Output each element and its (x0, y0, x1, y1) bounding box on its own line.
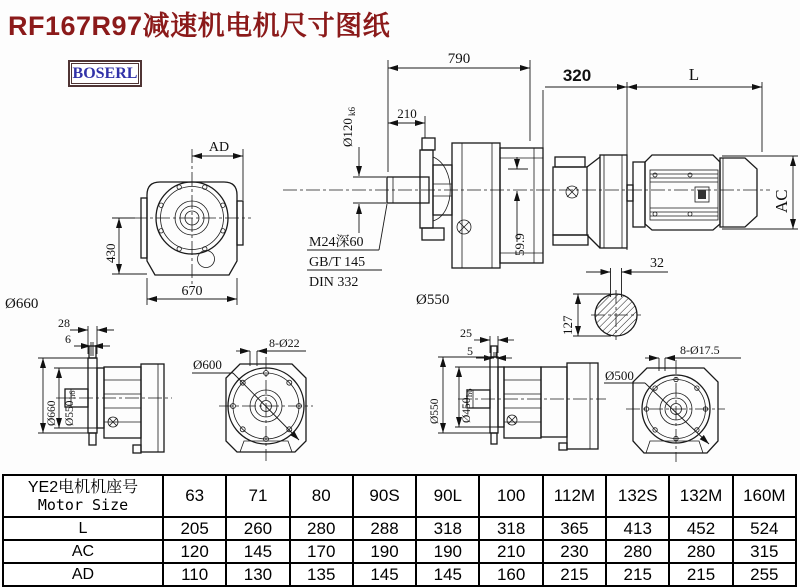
dim-430: 430 (103, 243, 118, 263)
table-cell: 230 (543, 540, 606, 563)
table-cell: 215 (669, 563, 732, 586)
col-header: 90L (416, 475, 479, 517)
brand-logo-text: BOSERL (72, 64, 138, 82)
table-row (3, 540, 796, 563)
table-cell: 452 (669, 517, 732, 540)
table-row (3, 517, 796, 540)
page-title: RF167R97减速机电机尺寸图纸 (8, 11, 391, 41)
table-cell: 190 (416, 540, 479, 563)
col-header: 63 (163, 475, 226, 517)
table-cell: 160 (479, 563, 542, 586)
motor-size-table (2, 474, 797, 584)
table-cell: 210 (479, 540, 542, 563)
note-tap: M24深60 (309, 235, 364, 250)
label-550: Ø550 (416, 292, 450, 308)
dim-210: 210 (397, 106, 417, 121)
holes-8-22: 8-Ø22 (269, 336, 300, 350)
col-header: 100 (479, 475, 542, 517)
col-header: 160M (733, 475, 796, 517)
table-cell: 120 (163, 540, 226, 563)
table-cell: 318 (416, 517, 479, 540)
table-cell: 130 (226, 563, 289, 586)
dim-L: L (688, 65, 700, 84)
dim-320: 320 (562, 66, 592, 85)
row-label: AD (3, 563, 163, 586)
dim-5: 5 (467, 344, 473, 358)
note-std2: DIN 332 (309, 275, 359, 290)
col-header: 90S (353, 475, 416, 517)
dim-670: 670 (181, 284, 203, 299)
flange-side-view-660 (38, 316, 172, 453)
table-cell: 255 (733, 563, 796, 586)
holes-8-175: 8-Ø17.5 (680, 343, 720, 357)
table-cell: 260 (226, 517, 289, 540)
header-cn: YE2电机机座号 (27, 479, 139, 496)
dim-790: 790 (447, 51, 471, 67)
dim-25: 25 (460, 326, 472, 340)
dim-side2-450: Ø450 (461, 397, 473, 423)
dim-32: 32 (650, 256, 664, 271)
flange-face-view-600 (192, 336, 313, 461)
dim-shaft-dia: Ø120 (340, 118, 355, 147)
flange-face-view-500 (604, 343, 741, 462)
table-cell: 365 (543, 517, 606, 540)
dim-59-9: 59.9 (512, 233, 527, 256)
dim-AD: AD (208, 140, 230, 155)
table-cell: 145 (226, 540, 289, 563)
table-cell: 145 (353, 563, 416, 586)
dim-side-550: Ø550 (64, 400, 76, 426)
table-cell: 135 (290, 563, 353, 586)
dim-6: 6 (65, 332, 71, 346)
table-cell: 170 (290, 540, 353, 563)
table-cell: 524 (733, 517, 796, 540)
front-view (103, 140, 251, 305)
table-corner-header (3, 475, 163, 517)
table-row (3, 563, 796, 586)
label-660: Ø660 (5, 296, 39, 312)
dim-28: 28 (58, 316, 70, 330)
table-cell: 280 (669, 540, 732, 563)
label-600: Ø600 (193, 357, 222, 372)
table-cell: 190 (353, 540, 416, 563)
dim-shaft-dia-tol: k6 (347, 107, 357, 116)
flange-side-view-550 (429, 326, 606, 450)
dim-side2-550: Ø550 (429, 398, 441, 424)
shaft-cross-section (560, 256, 668, 340)
dim-side-550-tol: h6 (67, 390, 77, 399)
table-cell: 215 (606, 563, 669, 586)
table-cell: 280 (606, 540, 669, 563)
col-header: 80 (290, 475, 353, 517)
dim-side-660: Ø660 (46, 400, 58, 426)
col-header: 71 (226, 475, 289, 517)
table-cell: 315 (733, 540, 796, 563)
row-label: L (3, 517, 163, 540)
table-cell: 145 (416, 563, 479, 586)
dim-side2-450-tol: h6 (464, 388, 474, 397)
table-cell: 205 (163, 517, 226, 540)
header-en: Motor Size (37, 496, 129, 514)
col-header: 132S (606, 475, 669, 517)
dim-AC: AC (772, 189, 791, 213)
dim-127: 127 (560, 315, 575, 335)
table-cell: 413 (606, 517, 669, 540)
table-cell: 280 (290, 517, 353, 540)
label-500: Ø500 (605, 368, 634, 383)
row-label: AC (3, 540, 163, 563)
table-cell: 110 (163, 563, 226, 586)
note-std1: GB/T 145 (309, 255, 366, 270)
col-header: 112M (543, 475, 606, 517)
col-header: 132M (669, 475, 732, 517)
table-cell: 215 (543, 563, 606, 586)
table-cell: 288 (353, 517, 416, 540)
table-cell: 318 (479, 517, 542, 540)
